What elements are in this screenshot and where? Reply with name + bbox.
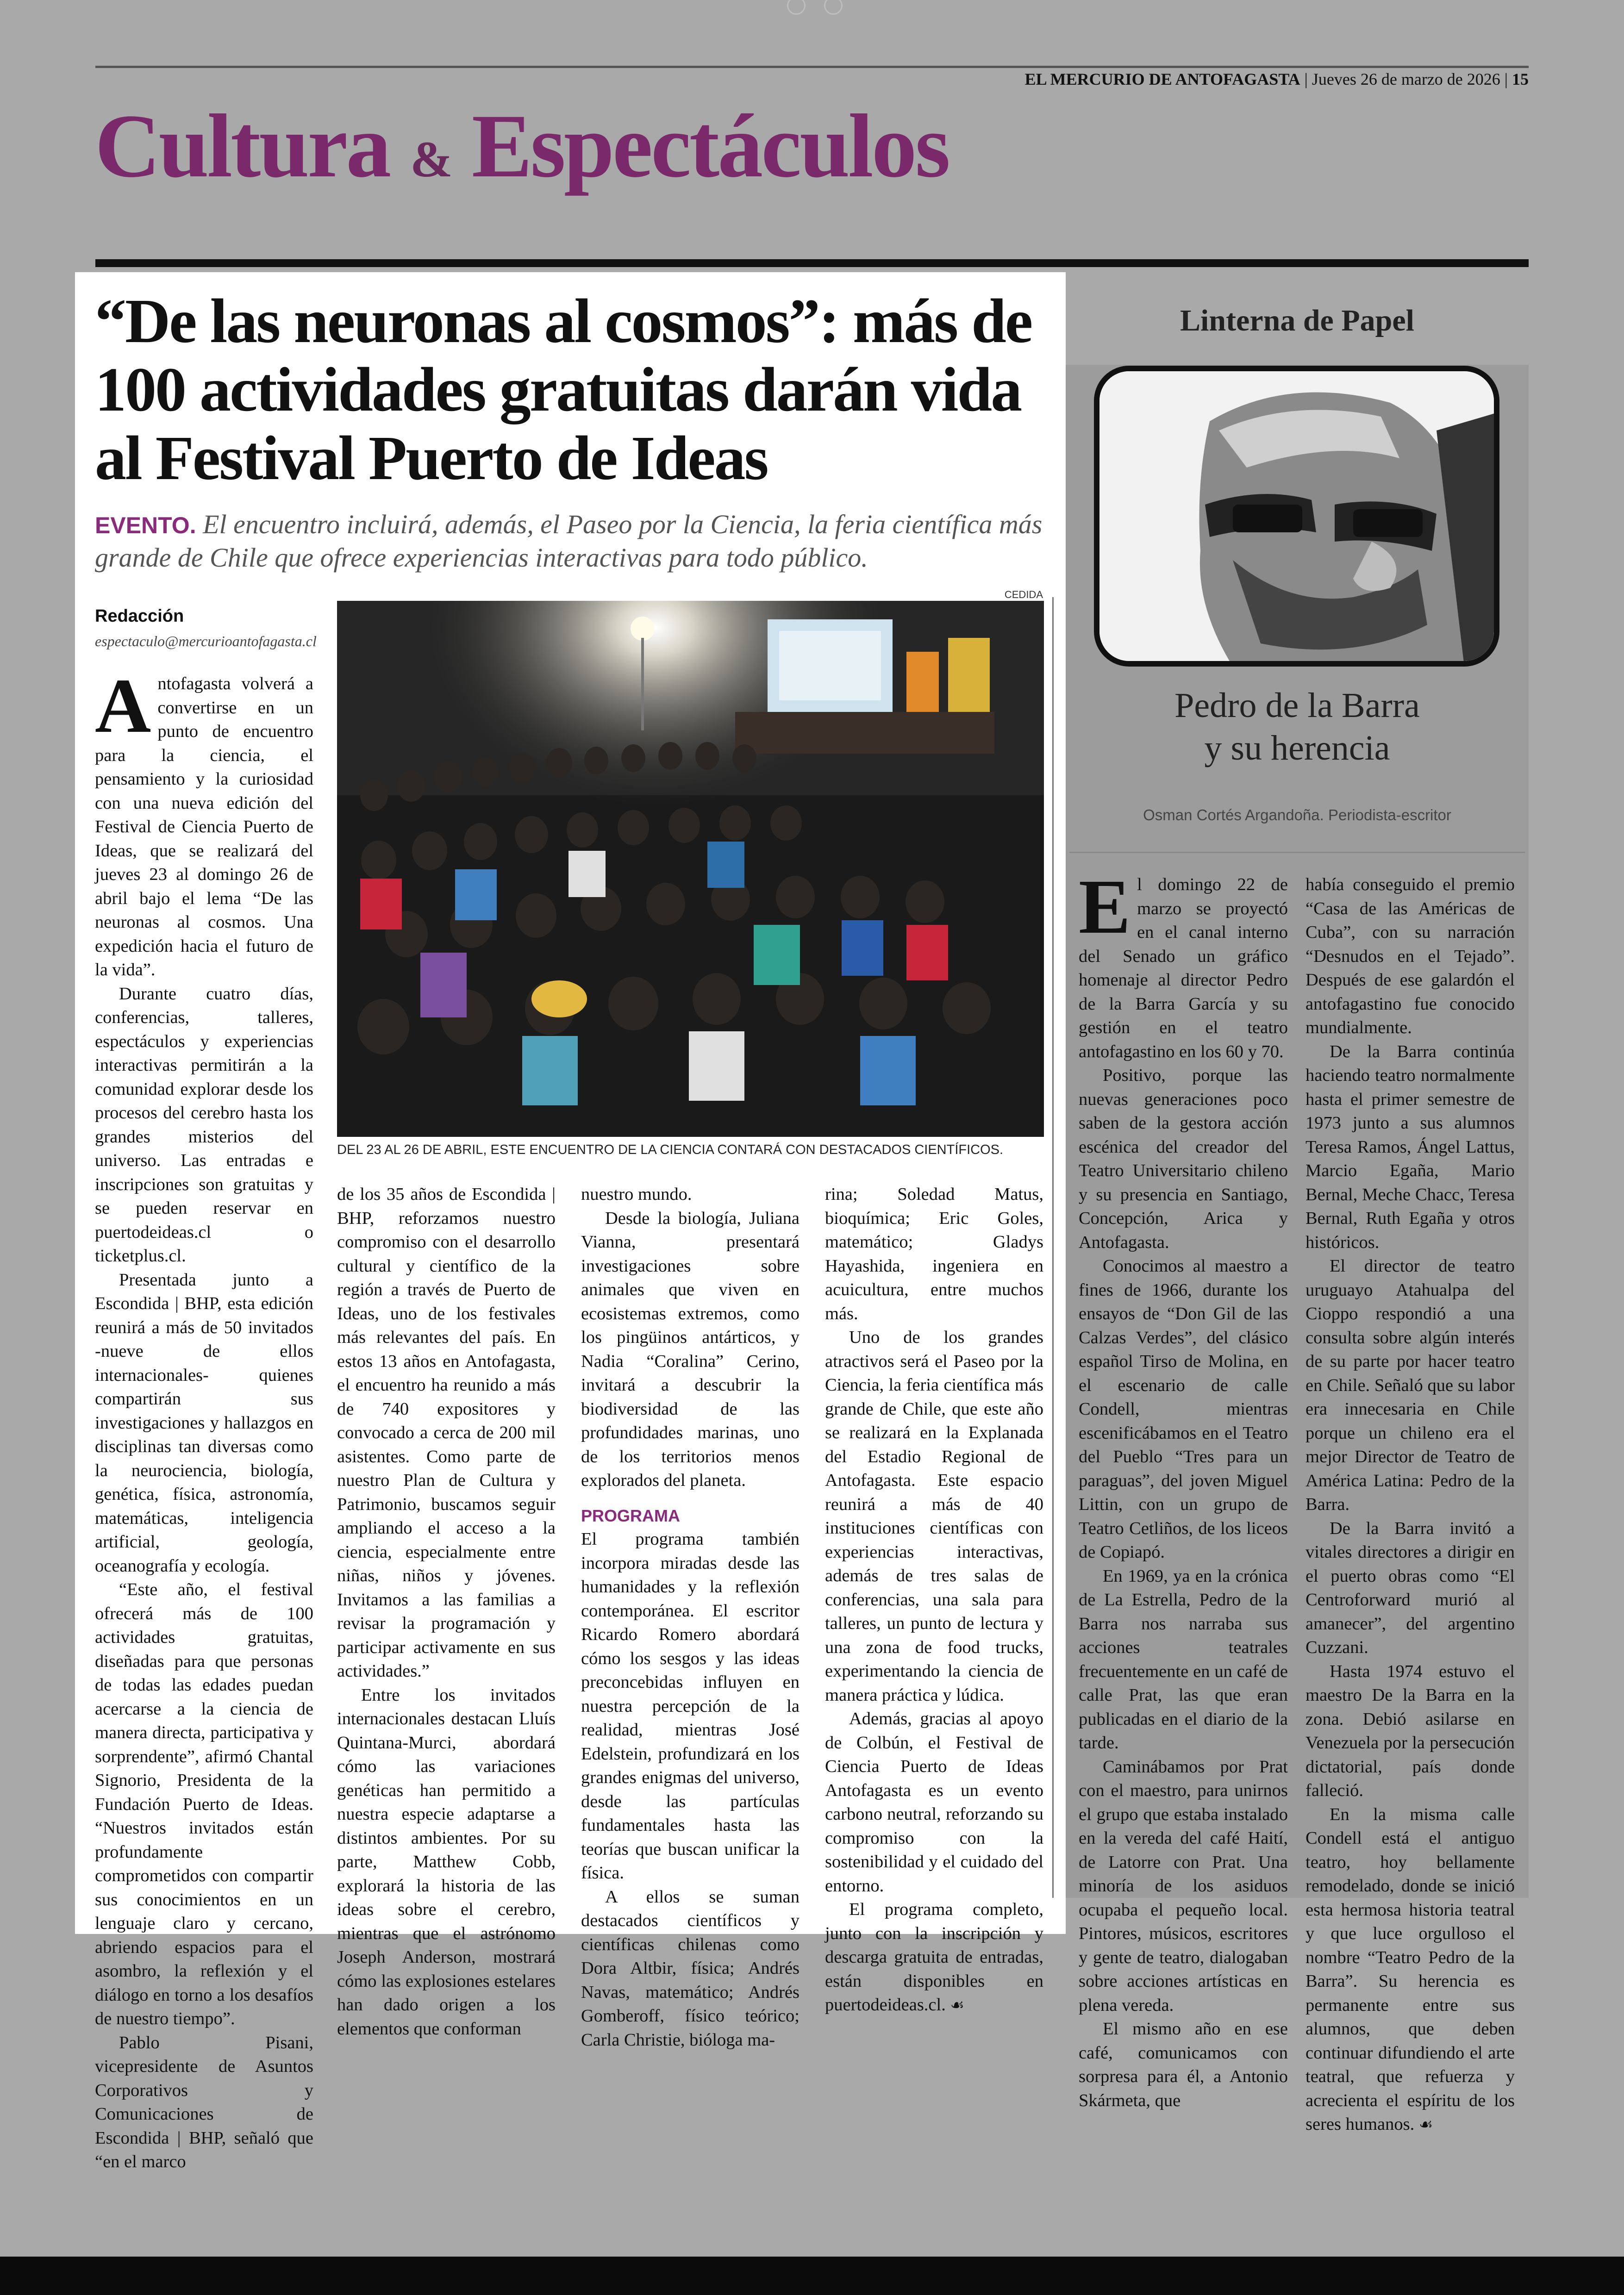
issue-date: Jueves 26 de marzo de 2026 bbox=[1312, 70, 1500, 88]
photo-caption: DEL 23 AL 26 DE ABRIL, ESTE ENCUENTRO DE LA CIENCIA CONTARÁ CON DESTACADOS CIENTÍFICOS. bbox=[337, 1142, 1004, 1157]
paragraph: A ellos se suman destacados científicos y científicas chilenas como Dora Altbir, física; Andrés Navas, matemático; Andrés Gomberoff, físico teórico; Carla Christie, bióloga ma- bbox=[581, 1887, 800, 2050]
paragraph: El mismo año en ese café, comunicamos con sorpresa para él, a Antonio Skármeta, que bbox=[1079, 2019, 1288, 2110]
header-rule bbox=[95, 66, 1529, 68]
portrait-illustration bbox=[1094, 366, 1499, 667]
page-number: 15 bbox=[1512, 70, 1529, 88]
article-headline: “De las neuronas al cosmos”: más de 100 actividades gratuitas darán vida al Festival Puerto de Ideas bbox=[95, 287, 1032, 493]
section-title-b: Espectáculos bbox=[471, 96, 949, 196]
paragraph: Además, gracias al apoyo de Colbún, el Festival de Ciencia Puerto de Ideas Antofagasta es un evento carbono neutral, reforzando su compromiso con la sostenibilidad y el cuidado del entorno. bbox=[825, 1709, 1043, 1896]
paragraph: Entre los invitados internacionales destacan Lluís Quintana-Murci, abordará cómo las variaciones genéticas han permitido a nuestra especie adaptarse a distintos ambientes. Por su parte, Matthew Cobb, explorará la historia de las ideas sobre el cerebro, mientras que el astrónomo Joseph Anderson, mostrará cómo las explosiones estelares han dado origen a los elementos que conforman bbox=[337, 1685, 556, 2039]
drop-cap: A bbox=[95, 663, 151, 749]
sidebar-column-2 bbox=[1305, 873, 1515, 2137]
section-title-a: Cultura bbox=[95, 96, 390, 196]
drop-cap: E bbox=[1079, 864, 1131, 950]
byline bbox=[95, 606, 326, 650]
sidebar-column-1 bbox=[1079, 864, 1288, 2113]
section-rule bbox=[95, 259, 1529, 267]
paragraph bbox=[95, 663, 313, 982]
paragraph: Conocimos al maestro a fines de 1966, durante los ensayos de “Don Gil de las Calzas Verdes”, del clásico español Tirso de Molina, en el escenario de calle Condell, mientras escenificábamos en el Teatro del Pueblo “Tres para un paraguas”, del joven Miguel Littin, con un grupo de Teatro Cetliños, de los liceos de Copiapó. bbox=[1079, 1256, 1288, 1562]
paragraph-text: En la misma calle Condell está el antiguo teatro, hoy bellamente remodelado, donde se inició esta hermosa historia teatral y que luce orgulloso el nombre “Teatro Pedro de la Barra”. Su herencia es permanente entre sus alumnos, que deben continuar difundiendo el arte teatral, que refuerza y acrecienta el espíritu de los seres humanos. bbox=[1305, 1804, 1515, 2134]
section-ampersand: & bbox=[410, 131, 451, 187]
photo-credit: CEDIDA bbox=[1004, 589, 1043, 600]
column-title-line-1: Pedro de la Barra bbox=[1174, 686, 1420, 725]
paragraph: De la Barra continúa haciendo teatro normalmente hasta el primer semestre de 1973 junto a sus alumnos Teresa Ramos, Ángel Lattus, Marcio Egaña, Mario Bernal, Meche Chacc, Teresa Bernal, Ruth Egaña y otros históricos. bbox=[1305, 1041, 1515, 1252]
paragraph: Caminábamos por Prat con el maestro, para unirnos el grupo que estaba instalado en la vereda del café Haití, de Latorre con Prat. Una minoría de los asiduos ocupaba el pequeño local. Pintores, músicos, escritores y gente de teatro, dialogaban sobre acciones artísticas en plena vereda. bbox=[1079, 1757, 1288, 2015]
audience-illustration bbox=[337, 601, 1044, 1137]
paragraph: Presentada junto a Escondida | BHP, esta edición reunirá a más de 50 invitados -nueve de ellos internacionales- quienes compartirán sus investigaciones y hallazgos en disciplinas tan diversas como la neurociencia, biología, genética, física, astronomía, matemáticas, inteligencia artificial, geología, oceanografía y ecología. bbox=[95, 1270, 313, 1576]
paragraph: El director de teatro uruguayo Atahualpa del Cioppo respondió a una consulta sobre algún interés de su parte por hacer teatro en Chile. Señaló que su labor era innecesaria en Chile porque un chileno era el mejor Director de Teatro de América Latina: Pedro de la Barra. bbox=[1305, 1256, 1515, 1514]
end-mark-icon: ☙ bbox=[1418, 2115, 1433, 2134]
sidebar-rule bbox=[1069, 852, 1525, 853]
paragraph: El programa también incorpora miradas desde las humanidades y la reflexión contemporánea. El escritor Ricardo Romero abordará cómo los sesgos y las ideas preconcebidas influyen en nuestra percepción de la realidad, mientras José Edelstein, profundizará en los grandes enigmas del universo, desde las partículas fundamentales hasta las teorías que buscan unificar la física. bbox=[581, 1529, 800, 1883]
article-column-2 bbox=[337, 1183, 556, 2041]
portrait-icon bbox=[1094, 366, 1499, 667]
event-photo bbox=[337, 601, 1044, 1137]
paragraph: de los 35 años de Escondida | BHP, reforzamos nuestro compromiso con el desarrollo cultural y científico de la región a través de Puerto de Ideas, uno de los festivales más relevantes del país. En estos 13 años en Antofagasta, el encuentro ha reunido a más de 740 expositores y convocado a cerca de 200 mil asistentes. Como parte de nuestro Plan de Cultura y Patrimonio, buscamos seguir ampliando el acceso a la ciencia, especialmente entre niñas, niños y jóvenes. Invitamos a las familias a revisar la programación y participar activamente en sus actividades.” bbox=[337, 1185, 556, 1681]
scroll-indicator bbox=[782, 0, 847, 19]
program-subhead: PROGRAMA bbox=[581, 1506, 680, 1525]
paragraph: Uno de los grandes atractivos será el Paseo por la Ciencia, la feria científica más grande de Chile, que este año se realizará en la Explanada del Estadio Regional de Antofagasta. Este espacio reunirá a más de 40 instituciones científicas con experiencias interactivas, además de tres salas de conferencias, una sala para talleres, un punto de lectura y una zona de food trucks, experimentando la ciencia de manera práctica y lúdica. bbox=[825, 1328, 1043, 1705]
paragraph bbox=[1079, 864, 1288, 1064]
paragraph: rina; Soledad Matus, bioquímica; Eric Goles, matemático; Gladys Hayashida, ingeniera en acuicultura, entre muchos más. bbox=[825, 1185, 1043, 1323]
paragraph: Hasta 1974 estuvo el maestro De la Barra en la zona. Debió asilarse en Venezuela por la persecución dictatorial, país donde falleció. bbox=[1305, 1661, 1515, 1800]
paragraph: Durante cuatro días, conferencias, talleres, espectáculos y experiencias interactivas permitirán a la comunidad explorar desde los procesos del cerebro hasta los grandes misterios del universo. Las entradas e inscripciones son gratuitas y se pueden reservar en puertodeideas.cl o ticketplus.cl. bbox=[95, 984, 313, 1266]
article-column-1 bbox=[95, 663, 313, 2174]
column-divider bbox=[1052, 597, 1054, 1898]
paragraph: había conseguido el premio “Casa de las Américas de Cuba”, con su narración “Desnudos en el Tejado”. Después de ese galardón el antofagastino fue conocido mundialmente. bbox=[1305, 875, 1515, 1037]
paragraph-text: l domingo 22 de marzo se proyectó en el canal interno del Senado un gráfico homenaje al director Pedro de la Barra García y su gestión en el teatro antofagastino en los 60 y 70. bbox=[1079, 875, 1288, 1061]
article-deck bbox=[95, 508, 1053, 574]
article-column-3 bbox=[581, 1183, 800, 2052]
paragraph-text: El programa completo, junto con la inscripción y descarga gratuita de entradas, están disponibles en puertodeideas.cl. bbox=[825, 1900, 1043, 2014]
paragraph: Positivo, porque las nuevas generaciones poco saben de la gestora acción escénica del creador del Teatro Universitario chileno y su presencia en Santiago, Concepción, Arica y Antofagasta. bbox=[1079, 1066, 1288, 1252]
paragraph: En 1969, ya en la crónica de La Estrella, Pedro de la Barra nos narraba sus acciones teatrales frecuentemente en un café de calle Prat, las que eran publicadas en el diario de la tarde. bbox=[1079, 1566, 1288, 1752]
newspaper-name: EL MERCURIO DE ANTOFAGASTA bbox=[1024, 70, 1300, 88]
paragraph: De la Barra invitó a vitales directores a dirigir en el puerto obras como “El Centroforward murió al amanecer”, del argentino Cuzzani. bbox=[1305, 1518, 1515, 1657]
paragraph: Desde la biología, Juliana Vianna, presentará investigaciones sobre animales que viven en ecosistemas extremos, como los pingüinos antárticos, y Nadia “Coralina” Cerino, invitará a descubrir la biodiversidad de las profundidades marinas, uno de los territorios menos explorados del planeta. bbox=[581, 1208, 800, 1490]
section-title bbox=[95, 96, 949, 196]
paragraph bbox=[1305, 1803, 1515, 2137]
paragraph-text: ntofagasta volverá a convertirse en un punto de encuentro para la ciencia, el pensamiento y la curiosidad con una nueva edición del Festival de Ciencia Puerto de Ideas, que se realizará del jueves 23 al domingo 26 de abril bajo el lema “De las neuronas al cosmos. Una expedición hacia el futuro de la vida”. bbox=[95, 674, 313, 979]
dot bbox=[787, 0, 806, 15]
paragraph: “Este año, el festival ofrecerá más de 100 actividades gratuitas, diseñadas para que personas de todas las edades puedan acercarse a la ciencia de manera directa, participativa y sorprendente”, afirmó Chantal Signorio, Presidenta de la Fundación Puerto de Ideas. “Nuestros invitados están profundamente comprometidos con compartir sus conocimientos en un lenguaje claro y cercano, abriendo espacios para el asombro, la reflexión y el diálogo en torno a los desafíos de nuestro tiempo”. bbox=[95, 1580, 313, 2028]
dot bbox=[824, 0, 843, 15]
author-email[interactable]: espectaculo@mercurioantofagasta.cl bbox=[95, 633, 317, 649]
paragraph: nuestro mundo. bbox=[581, 1185, 692, 1204]
column-title bbox=[1066, 684, 1529, 769]
column-title-line-2: y su herencia bbox=[1204, 729, 1390, 767]
end-mark-icon: ☙ bbox=[950, 1996, 964, 2014]
bottom-bar bbox=[0, 2257, 1624, 2295]
deck-text: El encuentro incluirá, además, el Paseo por la Ciencia, la feria científica más grande de Chile que ofrece experiencias interactivas para todo público. bbox=[95, 509, 1043, 573]
article-column-4 bbox=[825, 1183, 1043, 2018]
page-folio: EL MERCURIO DE ANTOFAGASTA | Jueves 26 de marzo de 2026 | 15 bbox=[1024, 70, 1529, 88]
deck-tag: EVENTO. bbox=[95, 512, 196, 538]
author-name: Redacción bbox=[95, 606, 184, 626]
paragraph bbox=[825, 1898, 1043, 2018]
paragraph: Pablo Pisani, vicepresidente de Asuntos Corporativos y Comunicaciones de Escondida | BHP, señaló que “en el marco bbox=[95, 2033, 313, 2171]
column-author: Osman Cortés Argandoña. Periodista-escritor bbox=[1143, 806, 1451, 823]
column-brand: Linterna de Papel bbox=[1180, 304, 1414, 337]
